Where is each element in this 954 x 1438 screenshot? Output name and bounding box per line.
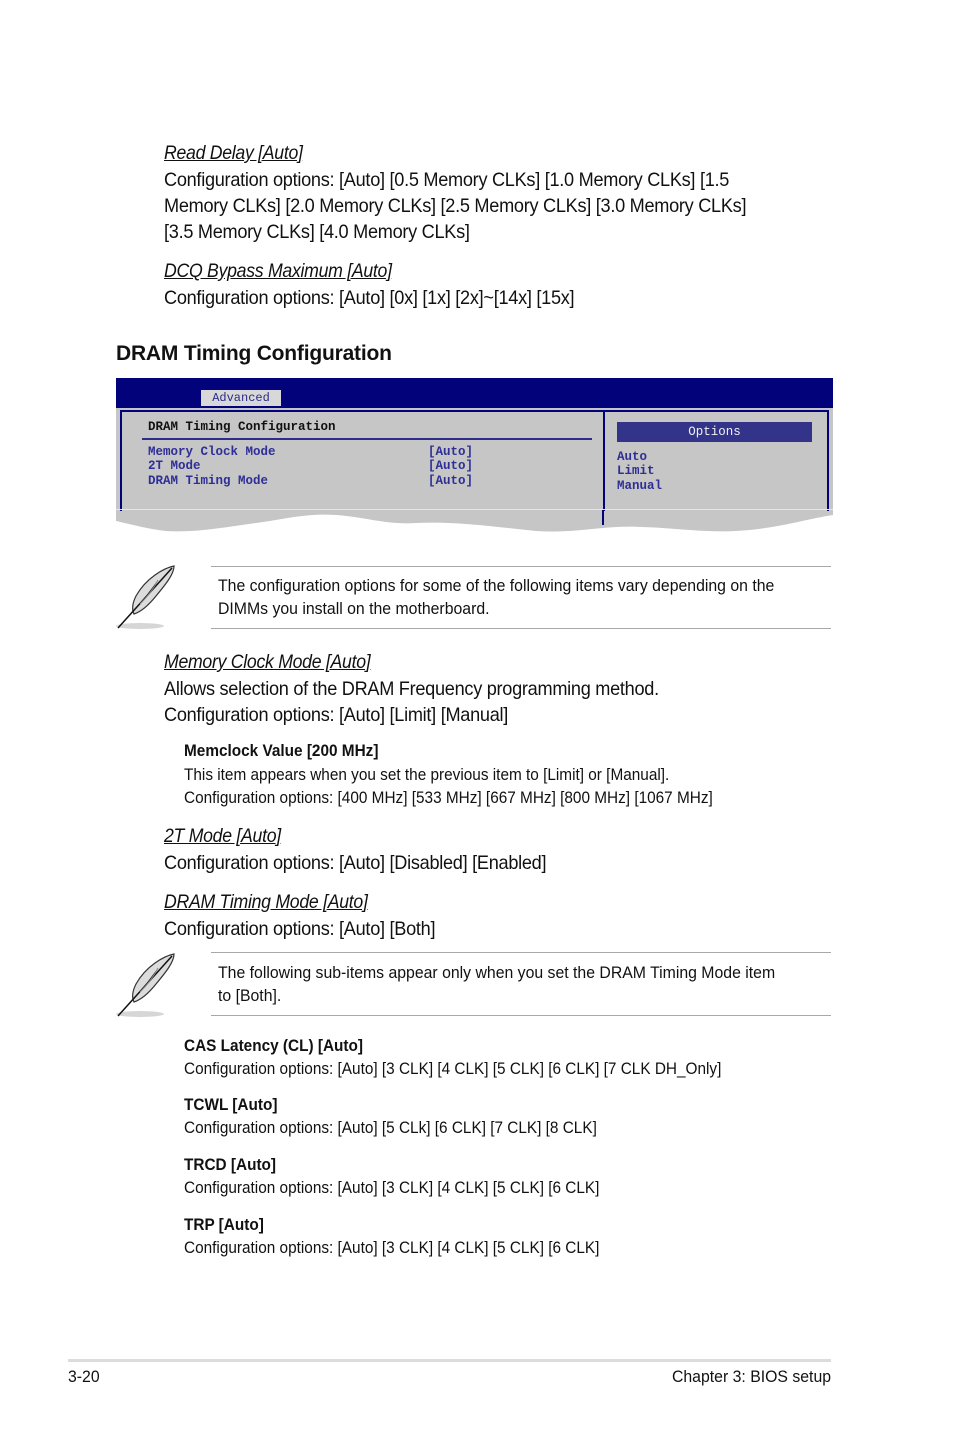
memory-clock-mode-text-2: Configuration options: [Auto] [Limit] [Manual]: [164, 704, 509, 726]
note-bottom-rule: [211, 1015, 831, 1016]
memory-clock-mode-title: Memory Clock Mode [Auto]: [164, 652, 371, 673]
footer-rule: [68, 1359, 831, 1362]
bios-torn-edge: [116, 509, 833, 541]
trp-title: TRP [Auto]: [184, 1216, 264, 1234]
bios-option-manual[interactable]: Manual: [617, 479, 663, 493]
chapter-title: Chapter 3: BIOS setup: [671, 1367, 831, 1386]
memclock-value-text-1: This item appears when you set the previous item to [Limit] or [Manual].: [184, 766, 670, 784]
memclock-value-text-2: Configuration options: [400 MHz] [533 MHz] [667 MHz] [800 MHz] [1067 MHz]: [184, 789, 713, 807]
bios-row-label: Memory Clock Mode: [148, 445, 276, 459]
bios-option-auto[interactable]: Auto: [617, 450, 648, 464]
section-heading: DRAM Timing Configuration: [116, 342, 392, 365]
bios-row-label: 2T Mode: [148, 459, 201, 473]
memclock-value-title: Memclock Value [200 MHz]: [184, 742, 379, 760]
bios-row-label: DRAM Timing Mode: [148, 474, 269, 488]
tcwl-title: TCWL [Auto]: [184, 1096, 278, 1114]
dcq-bypass-title: DCQ Bypass Maximum [Auto]: [164, 261, 392, 282]
bios-panel-title: DRAM Timing Configuration: [148, 420, 336, 434]
feather-pen-icon: [114, 562, 184, 632]
note-top-rule: [211, 952, 831, 953]
cas-latency-text: Configuration options: [Auto] [3 CLK] [4 CLK] [5 CLK] [6 CLK] [7 CLK DH_Only]: [184, 1060, 722, 1078]
note-top-rule: [211, 566, 831, 567]
bios-row-value: [Auto]: [428, 474, 474, 488]
dram-timing-mode-text: Configuration options: [Auto] [Both]: [164, 918, 436, 940]
tcwl-text: Configuration options: [Auto] [5 CLk] [6 CLK] [7 CLK] [8 CLK]: [184, 1119, 597, 1137]
read-delay-title: Read Delay [Auto]: [164, 143, 303, 164]
bios-row-2t-mode[interactable]: [148, 459, 474, 474]
note-bottom-rule: [211, 628, 831, 629]
bios-screenshot: [116, 378, 833, 541]
bios-option-limit[interactable]: Limit: [617, 464, 655, 478]
read-delay-text-2: Memory CLKs] [2.0 Memory CLKs] [2.5 Memory CLKs] [3.0 Memory CLKs]: [164, 195, 747, 217]
read-delay-text-3: [3.5 Memory CLKs] [4.0 Memory CLKs]: [164, 221, 470, 243]
trp-text: Configuration options: [Auto] [3 CLK] [4 CLK] [5 CLK] [6 CLK]: [184, 1239, 600, 1257]
bios-tab-advanced[interactable]: Advanced: [201, 390, 281, 406]
note-text-line: The configuration options for some of the following items vary depending on the: [218, 576, 775, 595]
page-number: 3-20: [68, 1367, 100, 1386]
trcd-text: Configuration options: [Auto] [3 CLK] [4 CLK] [5 CLK] [6 CLK]: [184, 1179, 600, 1197]
2t-mode-text: Configuration options: [Auto] [Disabled] [Enabled]: [164, 852, 547, 874]
bios-row-dram-timing-mode[interactable]: [148, 474, 474, 489]
note-text-line: DIMMs you install on the motherboard.: [218, 599, 490, 618]
note-text-line: to [Both].: [218, 986, 282, 1005]
bios-row-value: [Auto]: [428, 445, 474, 459]
cas-latency-title: CAS Latency (CL) [Auto]: [184, 1037, 364, 1055]
note-text-line: The following sub-items appear only when you set the DRAM Timing Mode item: [218, 963, 776, 982]
bios-row-memory-clock-mode[interactable]: [148, 445, 474, 460]
dram-timing-mode-title: DRAM Timing Mode [Auto]: [164, 892, 368, 913]
bios-options-header: Options: [617, 422, 812, 442]
dcq-bypass-text: Configuration options: [Auto] [0x] [1x] [2x]~[14x] [15x]: [164, 287, 575, 309]
feather-pen-icon: [114, 950, 184, 1020]
trcd-title: TRCD [Auto]: [184, 1156, 277, 1174]
read-delay-text-1: Configuration options: [Auto] [0.5 Memory CLKs] [1.0 Memory CLKs] [1.5: [164, 169, 730, 191]
2t-mode-title: 2T Mode [Auto]: [164, 826, 281, 847]
bios-row-value: [Auto]: [428, 459, 474, 473]
memory-clock-mode-text-1: Allows selection of the DRAM Frequency programming method.: [164, 678, 659, 700]
bios-title-underline: [142, 438, 592, 440]
